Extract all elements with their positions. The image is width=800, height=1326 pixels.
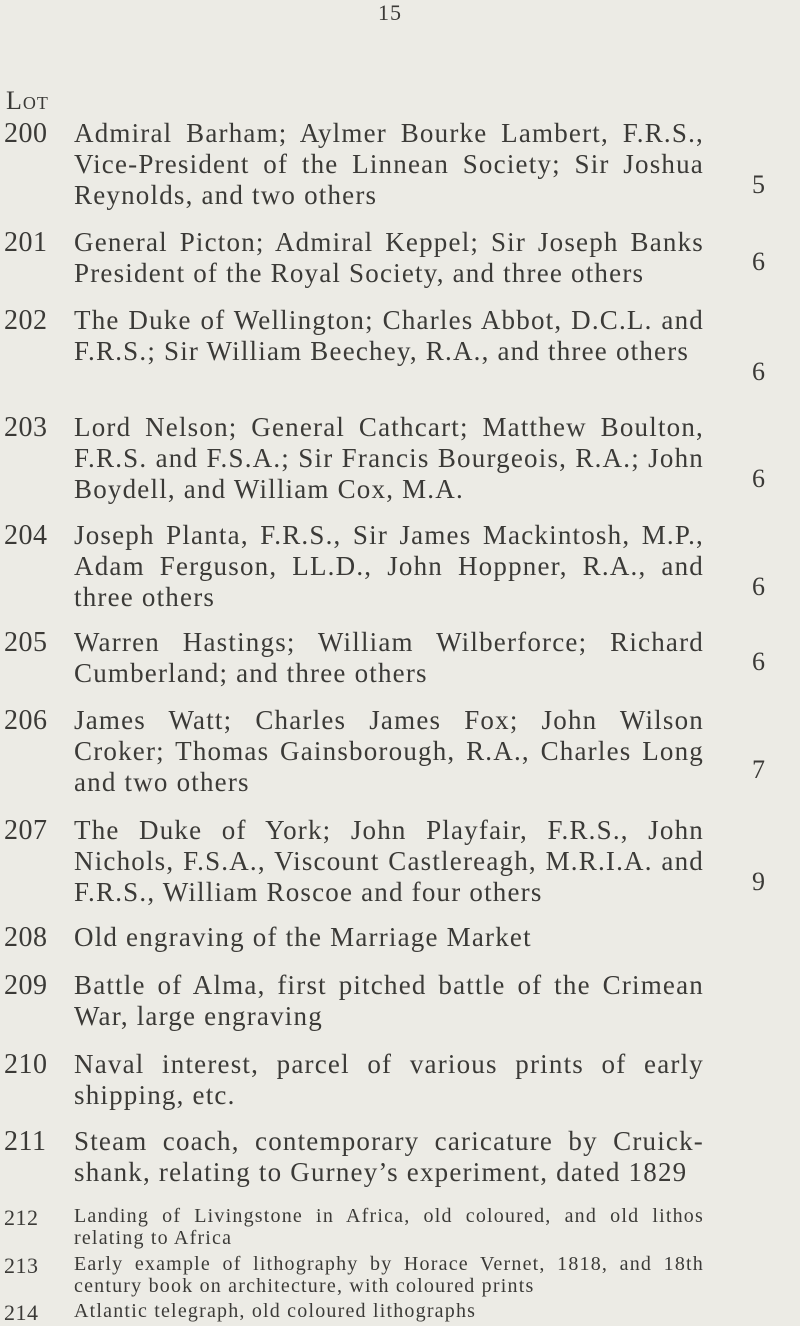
lot-number: 209 — [4, 970, 48, 1001]
lot-number: 200 — [4, 118, 48, 149]
lot-number: 212 — [4, 1205, 39, 1230]
lot-description: Old engraving of the Marriage Market — [74, 922, 532, 952]
lot-quantity: 6 — [752, 357, 765, 386]
lot-number: 203 — [4, 412, 48, 443]
lot-description: Early example of lithography by Horace Vernet, 1818, and 18th century book on architecture, with coloured prints — [74, 1253, 704, 1297]
lot-number: 206 — [4, 705, 48, 736]
lot-number: 213 — [4, 1253, 39, 1278]
lot-quantity: 6 — [752, 464, 765, 493]
lot-number: 207 — [4, 815, 48, 846]
lot-number: 204 — [4, 520, 48, 551]
lot-description: The Duke of Wellington; Charles Abbot, D.C.L. and F.R.S.; Sir William Beechey, R.A., and three others — [74, 305, 704, 366]
lot-description: Battle of Alma, first pitched battle of the Crimean War, large engraving — [74, 970, 704, 1031]
lot-number: 214 — [4, 1300, 39, 1325]
lot-description: The Duke of York; John Playfair, F.R.S., John Nichols, F.S.A., Viscount Castlereagh, M.R.I.A. and F.R.S., William Roscoe and four others — [74, 815, 704, 907]
lot-column-heading: Lot — [6, 86, 49, 115]
lot-description: Warren Hastings; William Wilberforce; Richard Cumberland; and three others — [74, 627, 704, 688]
lot-description: Lord Nelson; General Cathcart; Matthew Boulton, F.R.S. and F.S.A.; Sir Francis Bourgeois, R.A.; John Boydell, and William Cox, M.A. — [74, 412, 704, 504]
lot-quantity: 9 — [752, 867, 765, 896]
lot-quantity: 6 — [752, 572, 765, 601]
lot-description: James Watt; Charles James Fox; John Wilson Croker; Thomas Gainsborough, R.A., Charles Long and two others — [74, 705, 704, 797]
lot-quantity: 5 — [752, 170, 765, 199]
page-number: 15 — [378, 0, 402, 25]
lot-description: Admiral Barham; Aylmer Bourke Lambert, F.R.S., Vice-President of the Linnean Society; Sir Joshua Reynolds, and two others — [74, 118, 704, 210]
lot-number: 211 — [4, 1126, 47, 1157]
lot-quantity: 7 — [752, 755, 765, 784]
lot-description: Atlantic telegraph, old coloured lithographs — [74, 1300, 477, 1322]
lot-description: Joseph Planta, F.R.S., Sir James Mackintosh, M.P., Adam Ferguson, LL.D., John Hoppner, R.A., and three others — [74, 520, 704, 612]
lot-quantity: 6 — [752, 647, 765, 676]
lot-description: Landing of Livingstone in Africa, old coloured, and old lithos relating to Africa — [74, 1205, 704, 1249]
lot-description: General Picton; Admiral Keppel; Sir Joseph Banks President of the Royal Society, and three others — [74, 227, 704, 288]
lot-number: 208 — [4, 922, 48, 953]
lot-number: 205 — [4, 627, 48, 658]
lot-description: Steam coach, contemporary caricature by Cruick-shank, relating to Gurney’s experiment, dated 1829 — [74, 1126, 704, 1187]
lot-number: 210 — [4, 1049, 48, 1080]
lot-description: Naval interest, parcel of various prints of early shipping, etc. — [74, 1049, 704, 1110]
lot-number: 202 — [4, 305, 48, 336]
lot-number: 201 — [4, 227, 48, 258]
lot-quantity: 6 — [752, 247, 765, 276]
